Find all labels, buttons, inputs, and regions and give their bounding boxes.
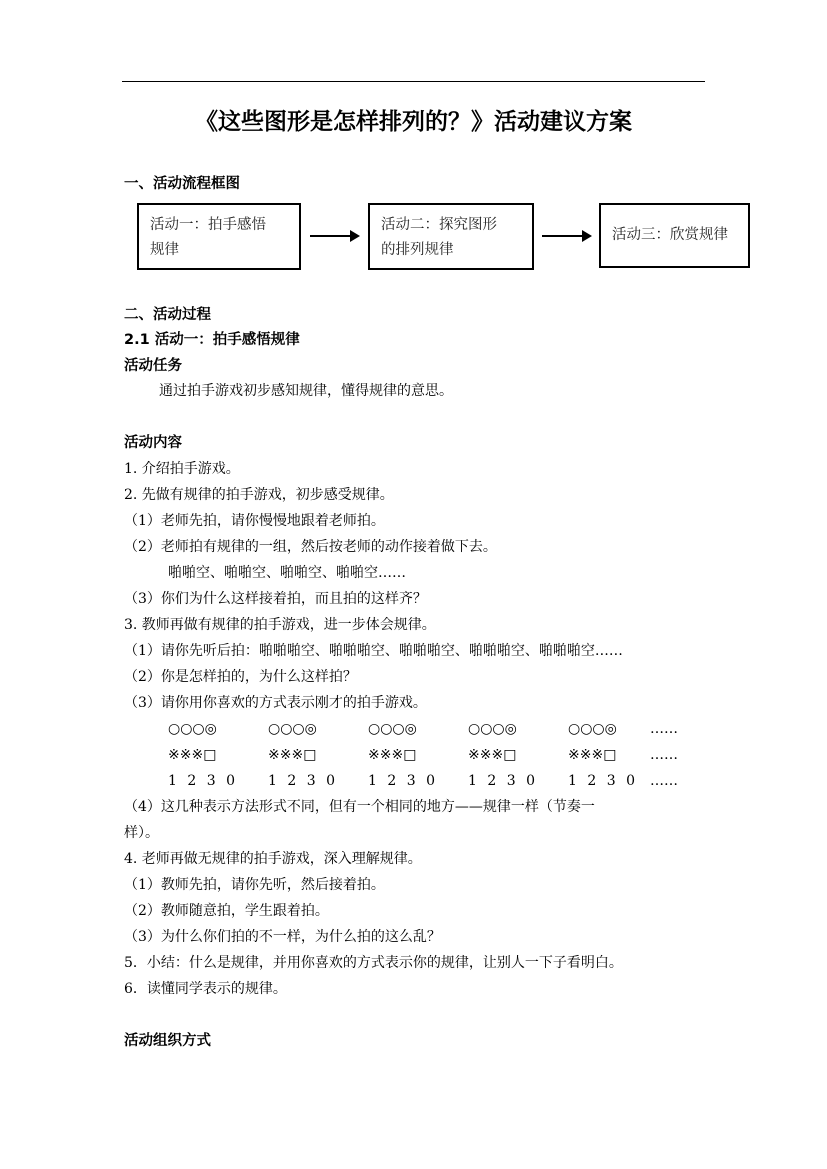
content-line: （3）你们为什么这样接着拍，而且拍的这样齐？ bbox=[124, 591, 427, 607]
pattern-group: 1 2 3 0 bbox=[468, 773, 535, 789]
content-line: 2. 先做有规律的拍手游戏，初步感受规律。 bbox=[124, 487, 394, 503]
flow-arrow-2 bbox=[542, 235, 590, 237]
content-line: 样）。 bbox=[124, 825, 159, 841]
flow-box-activity1-line1: 活动一：拍手感悟 bbox=[150, 217, 266, 233]
content-heading: 活动内容 bbox=[124, 435, 182, 451]
pattern-group: 1 2 3 0 bbox=[368, 773, 435, 789]
flow-box-activity3-line1: 活动三：欣赏规律 bbox=[612, 227, 728, 243]
flow-box-activity1-line2: 规律 bbox=[150, 242, 179, 258]
pattern-group: ※※※□ bbox=[268, 747, 317, 763]
content-line: 1. 介绍拍手游戏。 bbox=[124, 461, 240, 477]
clap-pattern-line: 啪啪空、啪啪空、啪啪空、啪啪空…… bbox=[168, 565, 406, 581]
section1-heading: 一、活动流程框图 bbox=[124, 176, 240, 192]
flow-box-activity2 bbox=[368, 203, 534, 270]
pattern-group: 1 2 3 0 bbox=[568, 773, 635, 789]
content-line: 5．小结：什么是规律，并用你喜欢的方式表示你的规律，让别人一下子看明白。 bbox=[124, 955, 623, 971]
pattern-group: ※※※□ bbox=[168, 747, 217, 763]
task-heading: 活动任务 bbox=[124, 358, 182, 374]
content-line: （1）请你先听后拍：啪啪啪空、啪啪啪空、啪啪啪空、啪啪啪空、啪啪啪空…… bbox=[124, 643, 623, 659]
pattern-group: 1 2 3 0 bbox=[268, 773, 335, 789]
pattern-ellipsis: …… bbox=[650, 747, 678, 763]
task-text: 通过拍手游戏初步感知规律，懂得规律的意思。 bbox=[159, 383, 453, 399]
content-line: （2）老师拍有规律的一组，然后按老师的动作接着做下去。 bbox=[124, 539, 497, 555]
content-line: 4. 老师再做无规律的拍手游戏，深入理解规律。 bbox=[124, 851, 422, 867]
flow-box-activity3 bbox=[599, 203, 750, 268]
content-line: （2）你是怎样拍的，为什么这样拍？ bbox=[124, 669, 357, 685]
pattern-group: ○○○◎ bbox=[568, 721, 617, 737]
pattern-group: ※※※□ bbox=[468, 747, 517, 763]
content-line: （3）请你用你喜欢的方式表示刚才的拍手游戏。 bbox=[124, 695, 427, 711]
content-line: （1）老师先拍，请你慢慢地跟着老师拍。 bbox=[124, 513, 385, 529]
document-title: 《这些图形是怎样排列的？》活动建议方案 bbox=[195, 109, 632, 135]
pattern-ellipsis: …… bbox=[650, 773, 678, 789]
activity1-heading: 2.1 活动一：拍手感悟规律 bbox=[124, 332, 300, 348]
pattern-group: ○○○◎ bbox=[368, 721, 417, 737]
content-line: （4）这几种表示方法形式不同，但有一个相同的地方——规律一样（节奏一 bbox=[124, 799, 595, 815]
pattern-group: ※※※□ bbox=[368, 747, 417, 763]
pattern-group: ○○○◎ bbox=[168, 721, 217, 737]
pattern-group: 1 2 3 0 bbox=[168, 773, 235, 789]
organization-heading: 活动组织方式 bbox=[124, 1033, 211, 1049]
header-rule bbox=[122, 81, 705, 82]
content-line: （2）教师随意拍，学生跟着拍。 bbox=[124, 903, 329, 919]
flow-arrow-1 bbox=[310, 235, 358, 237]
content-line: （3）为什么你们拍的不一样，为什么拍的这么乱？ bbox=[124, 929, 441, 945]
section2-heading: 二、活动过程 bbox=[124, 307, 211, 323]
content-line: 6．读懂同学表示的规律。 bbox=[124, 981, 287, 997]
content-line: 3. 教师再做有规律的拍手游戏，进一步体会规律。 bbox=[124, 617, 436, 633]
content-line: （1）教师先拍，请你先听，然后接着拍。 bbox=[124, 877, 385, 893]
flow-box-activity2-line2: 的排列规律 bbox=[381, 242, 454, 258]
flow-box-activity2-line1: 活动二：探究图形 bbox=[381, 217, 497, 233]
pattern-group: ※※※□ bbox=[568, 747, 617, 763]
pattern-ellipsis: …… bbox=[650, 721, 678, 737]
pattern-group: ○○○◎ bbox=[268, 721, 317, 737]
flow-box-activity1 bbox=[137, 203, 301, 270]
pattern-group: ○○○◎ bbox=[468, 721, 517, 737]
